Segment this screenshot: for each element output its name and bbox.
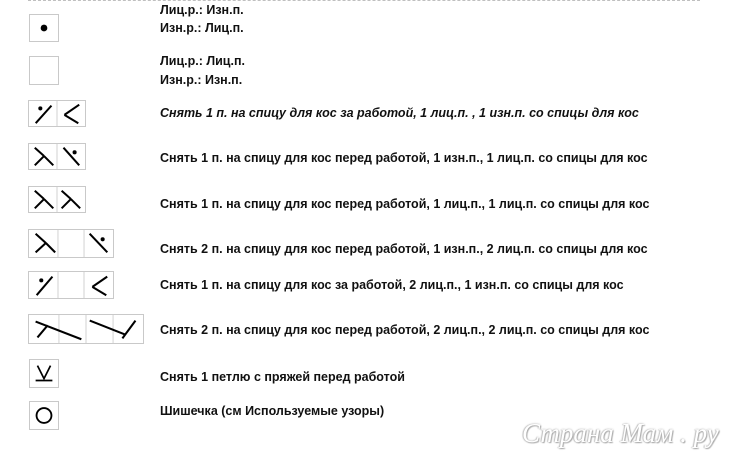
legend-text: Снять 1 п. на спицу для кос перед работой, 1 лиц.п., 1 лиц.п. со спицы для кос xyxy=(160,197,650,211)
legend-text: Снять 1 п. на спицу для кос за работой, 2 лиц.п., 1 изн.п. со спицы для кос xyxy=(160,278,624,292)
legend-text-line-2: Изн.р.: Изн.п. xyxy=(160,73,243,87)
legend-text: Шишечка (см Используемые узоры) xyxy=(160,404,385,418)
legend-text: Снять 1 п. на спицу для кос перед работой, 1 изн.п., 1 лиц.п. со спицы для кос xyxy=(160,151,648,165)
legend-text: Снять 2 п. на спицу для кос перед работой, 1 изн.п., 2 лиц.п. со спицы для кос xyxy=(160,242,648,256)
slip-stitch-icon xyxy=(29,359,59,388)
watermark-logo: Страна Мам . ру xyxy=(522,418,719,448)
cable-2-1-left-dot-icon xyxy=(28,271,114,299)
legend-text-line-1: Лиц.р.: Лиц.п. xyxy=(160,54,245,68)
circle-bobble-icon xyxy=(29,401,59,430)
legend-text-line-1: Лиц.р.: Изн.п. xyxy=(160,3,244,17)
dot-in-square-icon xyxy=(29,14,59,42)
top-divider xyxy=(28,0,700,1)
cable-2-2-right-icon xyxy=(28,314,144,344)
cable-2-1-right-dot-icon xyxy=(28,229,114,258)
cable-1-1-right-dot-icon xyxy=(28,143,86,170)
empty-square-icon xyxy=(29,56,59,85)
cable-1-1-right-icon xyxy=(28,186,86,213)
legend-text: Снять 1 п. на спицу для кос за работой, 1 лиц.п. , 1 изн.п. со спицы для кос xyxy=(160,106,639,120)
legend-text: Снять 1 петлю с пряжей перед работой xyxy=(160,370,405,384)
cable-1-1-left-dot-icon xyxy=(28,100,86,127)
legend-text-line-2: Изн.р.: Лиц.п. xyxy=(160,21,244,35)
legend-text: Снять 2 п. на спицу для кос перед работой, 2 лиц.п., 2 лиц.п. со спицы для кос xyxy=(160,323,650,337)
